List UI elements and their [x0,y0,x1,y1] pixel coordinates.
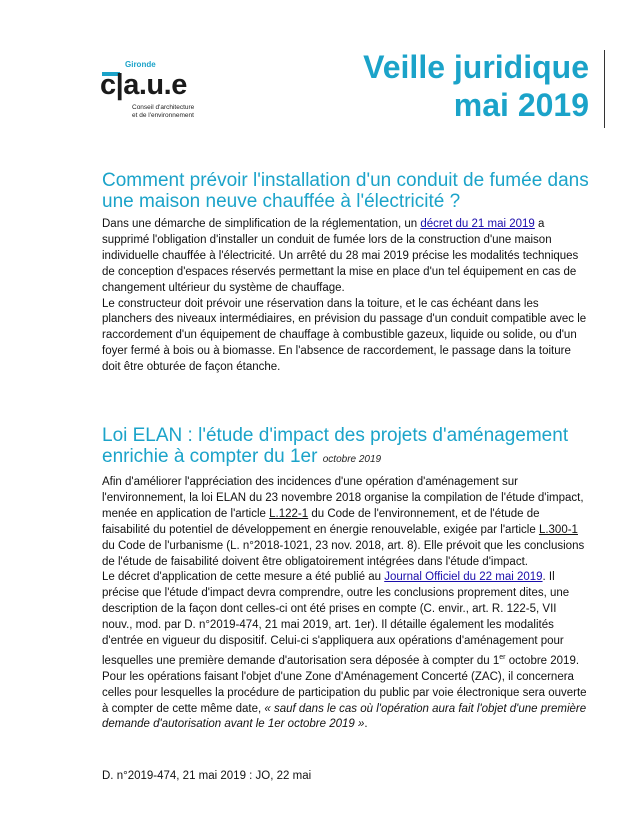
article2-p2-superscript: er [499,653,506,661]
logo-tagline-line1: Conseil d'architecture [132,104,195,111]
header-divider [604,50,605,128]
article-conduit-fumee [102,170,590,376]
article2-title-small: octobre 2019 [322,454,382,465]
page-title [363,48,589,124]
ref-l300-1[interactable]: L.300-1 [538,523,578,536]
article1-paragraph2: Le constructeur doit prévoir une réservation dans la toiture, et le cas échéant dans les planchers des niveaux intermédiaires, en prévision du passage d'un conduit compatible avec le raccordement d'un équipement de chauffage à combustible gazeux, liquide ou solide, ou d'un foyer fermé à bois ou à biomasse. En l'absence de raccordement, le passage dans la toiture doit être obturée de façon étanche. [102,297,587,374]
article1-p1-text-b: a supprimé l'obligation d'installer un conduit de fumée lors de la construction d'une maison individuelle chauffée à l'électricité. Un arrêté du 28 mai 2019 précise les modalités techniques de conception d'espaces réservés permettant la mise en place d'un tel équipement en cas de changement ultérieur du système de chauffage. [102,218,579,294]
journal-officiel-link[interactable]: Journal Officiel du 22 mai 2019 [384,571,543,584]
article2-p2-text-a: Le décret d'application de cette mesure a été publié au [102,571,385,584]
article1-body [102,217,590,376]
article2-body [102,475,590,733]
article2-title [102,425,590,470]
article2-p1-text-c: du Code de l'urbanisme (L. n°2018-1021, 23 nov. 2018, art. 8). Elle prévoit que les conclusions de l'étude de faisabilité doivent être obligatoirement intégrées dans l'étude d'impact. [102,539,585,568]
logo-tagline-line2: et de l'environnement [132,112,194,119]
article2-reference: D. n°2019-474, 21 mai 2019 : JO, 22 mai [102,770,312,782]
decret-21-mai-2019-link[interactable]: décret du 21 mai 2019 [420,218,535,230]
article2-p2-end: . [364,718,368,731]
article1-title: Comment prévoir l'installation d'un conduit de fumée dans une maison neuve chauffée à l'électricité ? [102,170,589,212]
article1-p1-text-a: Dans une démarche de simplification de la réglementation, un [102,218,421,230]
logo-wordmark: c|a.u.e [100,69,187,101]
logo-region: Gironde [125,60,156,69]
article2-p1-text-a: Afin d'améliorer l'appréciation des incidences d'une opération d'aménagement sur l'environnement, la loi ELAN du 23 novembre 2018 organise la compilation de l'étude d'impact, menée en application de l'article [102,476,584,520]
article2-p2-text-b: . Il précise que l'étude d'impact devra comprendre, outre les conclusions proprement dites, une description de la façon dont celles-ci ont été prises en compte (C. envir., art. R. 122-5, VII nouv., mod. par D. n°2019-474, 21 mai 2019, art. 1er). Il détaille également les modalités d'entrée en vigueur du dispositif. Celui-ci s'appliquera aux opérations d'aménagement pour lesquelles une première demande d'autorisation sera déposée à compter du 1 [102,571,570,667]
article2-title-main: Loi ELAN : l'étude d'impact des projets d'aménagement enrichie à compter du 1er [102,425,569,467]
article2-p1-text-b: du Code de l'environnement, et de l'étude de faisabilité du potentiel de développement en énergie renouvelable, exigée par l'article [102,507,540,536]
article2-p2-quote: « sauf dans le cas où l'opération aura fait l'objet d'une première demande d'autorisation avant le 1er octobre 2019 » [102,702,587,731]
article2-paragraph1 [102,475,590,570]
article-loi-elan [102,425,590,733]
article2-paragraph2 [102,570,590,733]
article2-p2-text-c: octobre 2019. Pour les opérations faisant l'objet d'une Zone d'Aménagement Concerté (ZAC), il concernera celles pour lesquelles la procédure de participation du public par voie électronique sera ouverte à compter de cette même date, [102,654,587,715]
article1-paragraph1 [102,217,590,297]
page-title-line1: Veille juridique [363,49,589,85]
ref-l122-1[interactable]: L.122-1 [269,507,309,520]
page-title-line2: mai 2019 [453,87,589,123]
logo-tagline [132,104,194,120]
